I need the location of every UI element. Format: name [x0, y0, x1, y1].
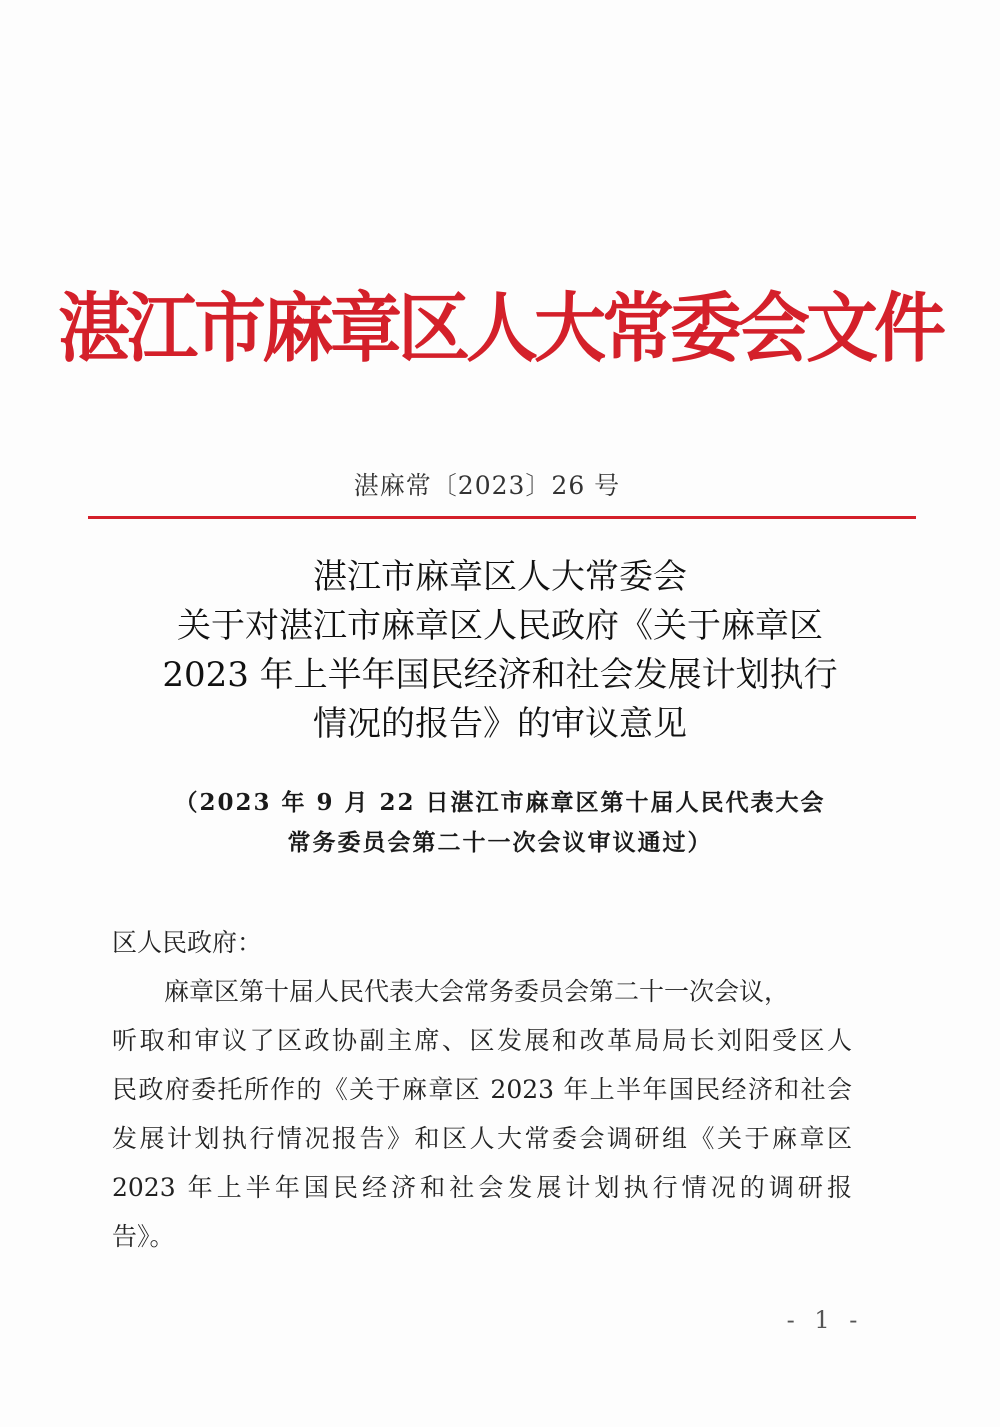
document-org-header: 湛江市麻章区人大常委会文件 — [57, 282, 942, 373]
body-line: 发展计划执行情况报告》和区人大常委会调研组《关于麻章区 — [112, 1124, 852, 1153]
body-line: 告》。 — [112, 1222, 175, 1251]
document-body — [112, 918, 852, 1261]
page-number: - 1 - — [786, 1306, 864, 1334]
title-line: 湛江市麻章区人大常委会 — [313, 557, 687, 597]
approval-note-line: （2023 年 9 月 22 日湛江市麻章区第十届人民代表大会 — [174, 789, 826, 816]
approval-note-line: 常务委员会第二十一次会议审议通过） — [287, 829, 713, 856]
document-number: 湛麻常〔2023〕26 号 — [353, 471, 621, 500]
salutation: 区人民政府： — [112, 928, 263, 957]
red-divider-line — [88, 516, 916, 519]
title-line: 情况的报告》的审议意见 — [313, 704, 687, 744]
body-line: 2023 年上半年国民经济和社会发展计划执行情况的调研报 — [112, 1173, 852, 1202]
document-title — [60, 553, 940, 749]
body-line: 民政府委托所作的《关于麻章区 2023 年上半年国民经济和社会 — [112, 1075, 852, 1104]
body-line: 听取和审议了区政协副主席、区发展和改革局局长刘阳受区人 — [112, 1026, 852, 1055]
approval-note — [60, 783, 940, 863]
body-line: 麻章区第十届人民代表大会常务委员会第二十一次会议， — [164, 977, 790, 1006]
title-line: 关于对湛江市麻章区人民政府《关于麻章区 — [177, 606, 823, 646]
title-line: 2023 年上半年国民经济和社会发展计划执行 — [162, 655, 838, 695]
